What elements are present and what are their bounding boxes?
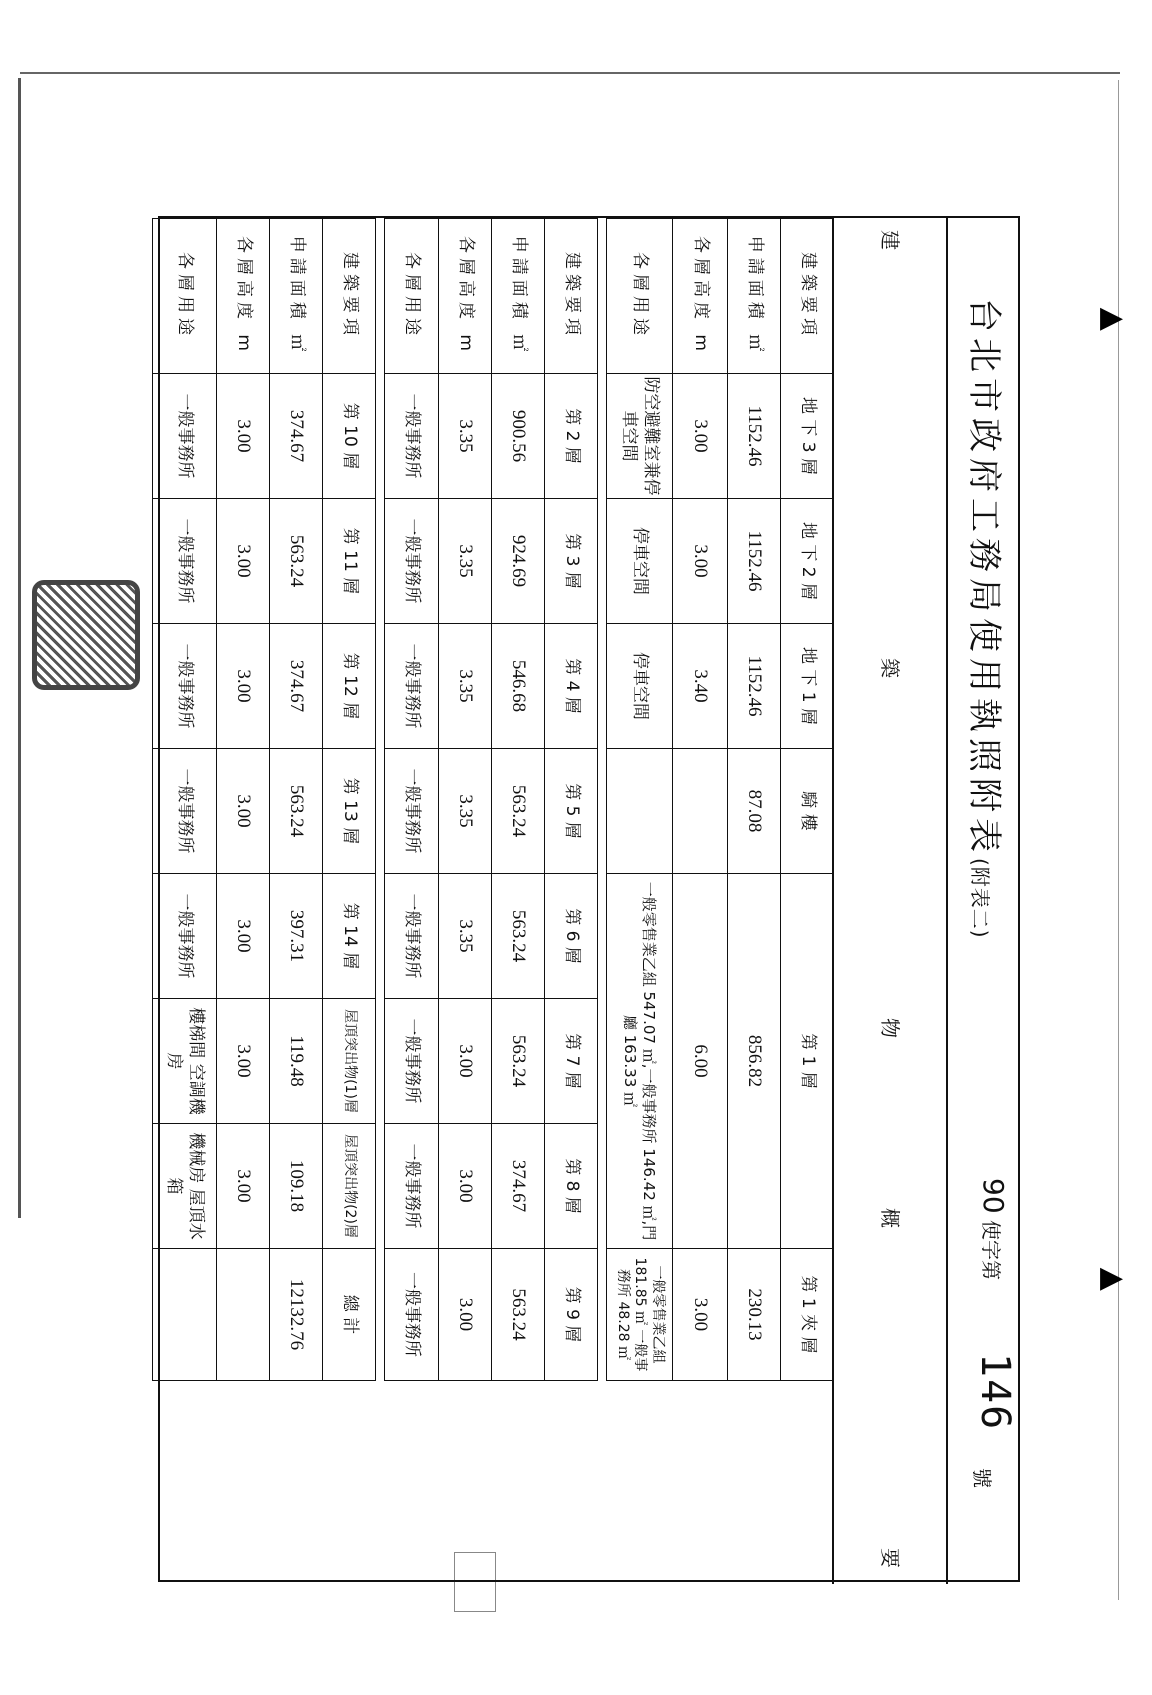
floor-header: 第 12 層 <box>323 624 376 749</box>
height-cell: 3.35 <box>439 874 492 999</box>
row-label: 申請面積 ㎡ <box>270 219 323 374</box>
table-row <box>323 219 376 1381</box>
height-cell: 3.00 <box>217 1124 270 1249</box>
table-row <box>217 219 270 1381</box>
table-gap <box>376 219 385 1381</box>
floor-header: 地 下 3 層 <box>781 374 834 499</box>
area-cell: 374.67 <box>270 624 323 749</box>
height-cell: 3.00 <box>217 749 270 874</box>
area-cell: 924.69 <box>492 499 545 624</box>
permit-form <box>158 216 1020 1582</box>
scan-top-border <box>20 72 1120 74</box>
row-label: 各層用途 <box>607 219 673 374</box>
table-row <box>153 219 217 1381</box>
height-cell: 3.35 <box>439 374 492 499</box>
floor-header: 屋頂突出物(1)層 <box>323 999 376 1124</box>
use-cell <box>607 749 673 874</box>
height-cell: 3.00 <box>439 1124 492 1249</box>
area-cell: 109.18 <box>270 1124 323 1249</box>
table-row <box>439 219 492 1381</box>
floor-header: 屋頂突出物(2)層 <box>323 1124 376 1249</box>
table-row <box>781 219 834 1381</box>
punch-mark: ▶ <box>1100 300 1124 335</box>
use-cell: 停車空間 <box>607 624 673 749</box>
use-cell: 樓梯間 空調機房 <box>153 999 217 1124</box>
floor-header: 地 下 2 層 <box>781 499 834 624</box>
area-cell: 856.82 <box>728 874 781 1249</box>
floor-header: 第 1 夾 層 <box>781 1249 834 1381</box>
height-cell: 3.00 <box>217 999 270 1124</box>
table-row <box>545 219 598 1381</box>
floor-header: 第 2 層 <box>545 374 598 499</box>
area-cell: 1152.46 <box>728 624 781 749</box>
floor-header: 第 3 層 <box>545 499 598 624</box>
permit-suffix: 號 <box>970 1468 994 1488</box>
permit-type: 使字第 <box>979 1220 1003 1280</box>
floor-header: 第 7 層 <box>545 999 598 1124</box>
use-cell: 一般事務所 <box>385 874 439 999</box>
floor-header: 第 14 層 <box>323 874 376 999</box>
use-cell: 防空避難室兼停車空間 <box>607 374 673 499</box>
height-cell: 3.00 <box>217 624 270 749</box>
floor-header: 地 下 1 層 <box>781 624 834 749</box>
floor-header: 第 11 層 <box>323 499 376 624</box>
use-cell: 一般事務所 <box>385 999 439 1124</box>
height-cell: 3.35 <box>439 499 492 624</box>
row-label: 各層高度 m <box>217 219 270 374</box>
permit-info <box>977 1178 1010 1280</box>
use-cell: 一般事務所 <box>153 499 217 624</box>
permit-year: 90 <box>977 1178 1010 1214</box>
height-cell: 3.40 <box>673 624 728 749</box>
height-cell: 3.00 <box>217 374 270 499</box>
row-label: 各層用途 <box>153 219 217 374</box>
area-cell: 397.31 <box>270 874 323 999</box>
row-label: 各層用途 <box>385 219 439 374</box>
use-cell: 一般事務所 <box>385 1249 439 1381</box>
use-cell: 一般事務所 <box>385 749 439 874</box>
summary-table <box>152 218 834 1381</box>
permit-number: 146 <box>972 1353 1018 1432</box>
floor-header: 第 1 層 <box>781 874 834 1249</box>
height-cell: 3.00 <box>673 499 728 624</box>
use-cell: 一般事務所 <box>385 374 439 499</box>
area-cell: 1152.46 <box>728 374 781 499</box>
table-row <box>607 219 673 1381</box>
rotated-page <box>158 216 1020 1582</box>
area-cell: 563.24 <box>492 874 545 999</box>
title-bar <box>946 218 1018 1584</box>
row-label: 申請面積 ㎡ <box>492 219 545 374</box>
floor-header: 第 6 層 <box>545 874 598 999</box>
use-cell: 一般零售業乙組 181.85 ㎡ 一般事務所 48.28 ㎡ <box>607 1249 673 1381</box>
scan-left-border <box>18 78 21 1218</box>
table-row <box>673 219 728 1381</box>
row-label: 各層高度 m <box>439 219 492 374</box>
area-cell: 563.24 <box>492 749 545 874</box>
area-cell: 87.08 <box>728 749 781 874</box>
use-cell: 一般事務所 <box>153 624 217 749</box>
use-cell: 機械房 屋頂水箱 <box>153 1124 217 1249</box>
table-gap <box>598 219 607 1381</box>
use-cell: 一般事務所 <box>385 624 439 749</box>
height-cell: 3.00 <box>439 999 492 1124</box>
area-cell: 563.24 <box>492 999 545 1124</box>
page-title: 台北市政府工務局使用執照附表(附表二) <box>964 298 1004 939</box>
height-cell: 3.00 <box>217 499 270 624</box>
subtitle: (附表二) <box>968 858 992 939</box>
use-cell: 一般事務所 <box>385 499 439 624</box>
use-cell: 一般事務所 <box>385 1124 439 1249</box>
section-label: 築 <box>878 658 902 678</box>
area-cell: 374.67 <box>270 374 323 499</box>
area-cell: 563.24 <box>270 499 323 624</box>
area-cell: 1152.46 <box>728 499 781 624</box>
section-labels <box>832 218 948 1584</box>
use-cell: 停車空間 <box>607 499 673 624</box>
area-cell: 900.56 <box>492 374 545 499</box>
floor-header: 第 4 層 <box>545 624 598 749</box>
section-label: 概 <box>878 1208 902 1228</box>
height-cell: 3.00 <box>439 1249 492 1381</box>
section-label: 要 <box>878 1548 902 1568</box>
area-cell: 374.67 <box>492 1124 545 1249</box>
floor-header: 第 13 層 <box>323 749 376 874</box>
height-cell: 3.00 <box>673 374 728 499</box>
row-label: 建築要項 <box>323 219 376 374</box>
height-cell: 3.00 <box>673 1249 728 1381</box>
use-cell <box>153 1249 217 1381</box>
row-label: 申請面積 ㎡ <box>728 219 781 374</box>
floor-header: 第 9 層 <box>545 1249 598 1381</box>
height-cell <box>217 1249 270 1381</box>
floor-header: 第 5 層 <box>545 749 598 874</box>
floor-header: 第 8 層 <box>545 1124 598 1249</box>
height-cell: 6.00 <box>673 874 728 1249</box>
table-row <box>728 219 781 1381</box>
use-cell: 一般事務所 <box>153 874 217 999</box>
area-cell: 230.13 <box>728 1249 781 1381</box>
row-label: 各層高度 m <box>673 219 728 374</box>
floor-header: 騎 樓 <box>781 749 834 874</box>
area-cell: 12132.76 <box>270 1249 323 1381</box>
seal-stamp <box>32 580 140 690</box>
section-label: 建 <box>878 230 902 250</box>
area-cell: 563.24 <box>492 1249 545 1381</box>
area-cell: 546.68 <box>492 624 545 749</box>
table-row <box>270 219 323 1381</box>
height-cell <box>673 749 728 874</box>
table-row <box>492 219 545 1381</box>
height-cell: 3.35 <box>439 624 492 749</box>
use-cell: 一般事務所 <box>153 749 217 874</box>
punch-mark: ▶ <box>1100 1260 1124 1295</box>
floor-header: 總 計 <box>323 1249 376 1381</box>
floor-header: 第 10 層 <box>323 374 376 499</box>
height-cell: 3.35 <box>439 749 492 874</box>
use-cell: 一般事務所 <box>153 374 217 499</box>
height-cell: 3.00 <box>217 874 270 999</box>
use-cell: 一般零售業乙組 547.07 ㎡,一般事務所 146.42 ㎡,門廳 163.33 ㎡ <box>607 874 673 1249</box>
area-cell: 563.24 <box>270 749 323 874</box>
table-row <box>385 219 439 1381</box>
section-label: 物 <box>878 1018 902 1038</box>
row-label: 建築要項 <box>781 219 834 374</box>
row-label: 建築要項 <box>545 219 598 374</box>
area-cell: 119.48 <box>270 999 323 1124</box>
